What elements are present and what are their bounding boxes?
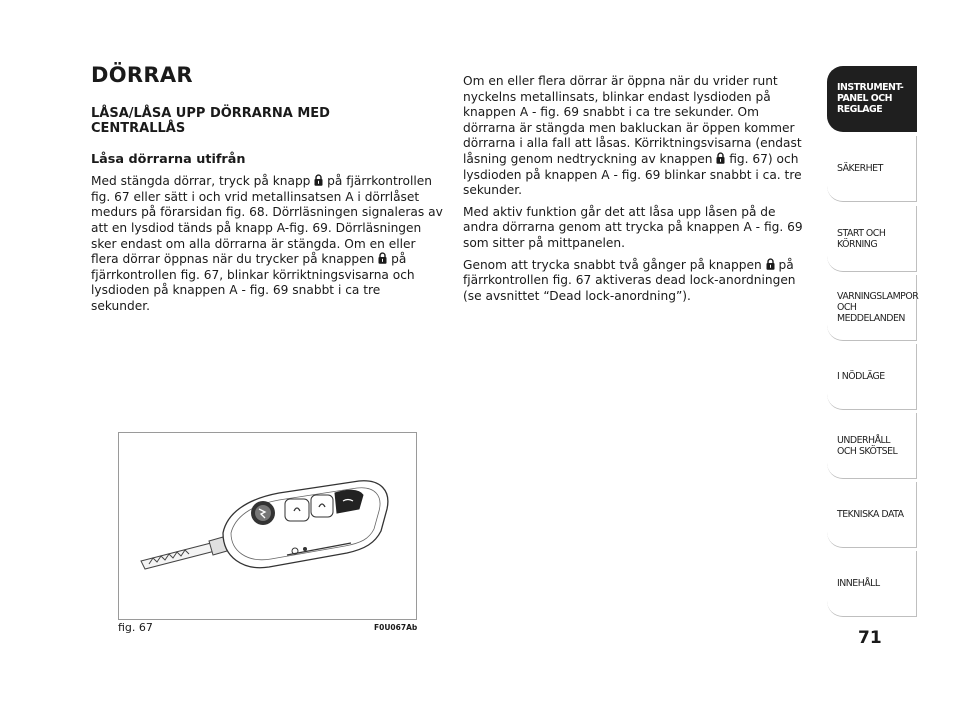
- tab-tekniska-data[interactable]: [827, 482, 917, 548]
- tab-i-nodlage[interactable]: [827, 344, 917, 410]
- tab-label-line: KÖRNING: [837, 238, 878, 250]
- tab-start-och-korning[interactable]: [827, 206, 917, 272]
- tab-label-line: INSTRUMENT-: [837, 82, 904, 93]
- right-column: [463, 74, 813, 310]
- tab-label: [827, 435, 897, 457]
- tab-label: [827, 509, 904, 520]
- figure-remote-key: [118, 432, 417, 620]
- section-title: DÖRRAR: [91, 63, 193, 87]
- paragraph-text: Med stängda dörrar, tryck på knapp: [91, 174, 315, 189]
- left-column: [91, 63, 443, 321]
- paragraph-text: Genom att trycka snabbt två gånger på knappen: [463, 257, 766, 272]
- body-paragraph: [91, 174, 443, 314]
- tab-innehall[interactable]: [827, 551, 917, 617]
- remote-key-illustration: [119, 433, 416, 619]
- tab-instrumentpanel[interactable]: [827, 66, 917, 132]
- tab-label-line: SÄKERHET: [837, 163, 883, 174]
- figure-caption: fig. 67: [118, 621, 153, 634]
- paragraph-text: på fjärrkontrollen fig. 67 aktiveras dead lock-anordningen (se avsnittet “Dead lock-anordning”).: [463, 257, 796, 303]
- tab-label-line: OCH SKÖTSEL: [837, 445, 898, 457]
- subsection-title-line1: LÅSA/LÅSA UPP DÖRRARNA MED: [91, 105, 330, 121]
- tab-label-line: UNDERHÅLL: [837, 434, 890, 446]
- figure-code: F0U067Ab: [374, 623, 418, 632]
- key-blade: [141, 537, 227, 569]
- paragraph-text: på fjärrkontrollen fig. 67, blinkar körriktningsvisarna och lysdioden på knappen A - fig. 69 snabbt i ca tre sekunder.: [91, 252, 415, 313]
- tab-label-line: I NÖDLÄGE: [837, 371, 885, 382]
- subsection-title-line2: CENTRALLÅS: [91, 120, 186, 136]
- subsection-title: [91, 106, 443, 136]
- paragraph-text: fig. 67) och lysdioden på knappen A - fig. 69 blinkar snabbt i ca. tre sekunder.: [463, 151, 802, 198]
- tab-label: [827, 163, 883, 174]
- lock-icon: [378, 252, 387, 264]
- paragraph-text: Om en eller flera dörrar är öppna när du vrider runt nyckelns metallinsats, blinkar endast lysdioden på knappen A - fig. 69 snabbt i ca tre sekunder. Om dörrarna är stängda men bakluckan är öppen kommer dörrarna i alla fall att låsas. Körriktningsvisarna (endast låsning genom nedtryckning av knappen: [463, 74, 802, 166]
- sub-heading: Låsa dörrarna utifrån: [91, 151, 246, 167]
- tab-label-line: REGLAGE: [837, 104, 883, 115]
- lock-icon: [766, 258, 775, 270]
- tab-label: [827, 228, 885, 250]
- body-paragraph: [463, 258, 813, 305]
- key-body: [223, 481, 388, 568]
- lock-icon: [314, 174, 323, 186]
- tab-underhall[interactable]: [827, 413, 917, 479]
- tab-label: [827, 82, 903, 115]
- tab-varningslampor[interactable]: [827, 275, 917, 341]
- tab-label: [827, 291, 918, 324]
- tab-label-line: PANEL OCH: [837, 93, 892, 104]
- lock-icon: [716, 152, 725, 164]
- tab-sakerhet[interactable]: [827, 136, 917, 202]
- paragraph-text: på fjärrkontrollen fig. 67 eller sätt i och vrid metallinsatsen A i dörrlåset medurs på förarsidan fig. 68. Dörrläsningen signaleras av att en lysdiod tänds på knapp A-fig. 69. Dörrläsningen sker endast om alla dörrarna är stängda. Om en eller flera dörrar öppnas när du trycker på knappen: [91, 174, 443, 267]
- body-paragraph: [463, 74, 813, 199]
- tab-label-line: INNEHÅLL: [837, 578, 880, 589]
- tab-label: [827, 578, 880, 589]
- tab-label-line: START OCH: [837, 227, 886, 239]
- tab-label-line: TEKNISKA DATA: [837, 509, 904, 520]
- tab-label-line: VARNINGSLAMPOR: [837, 291, 919, 302]
- page-number: 71: [858, 628, 882, 648]
- tab-label-line: MEDDELANDEN: [837, 313, 905, 324]
- tab-label-line: OCH: [837, 302, 857, 313]
- body-paragraph: Med aktiv funktion går det att låsa upp låsen på de andra dörrarna genom att trycka på knappen A - fig. 69 som sitter på mittpanelen.: [463, 204, 803, 250]
- tab-label: [827, 371, 885, 382]
